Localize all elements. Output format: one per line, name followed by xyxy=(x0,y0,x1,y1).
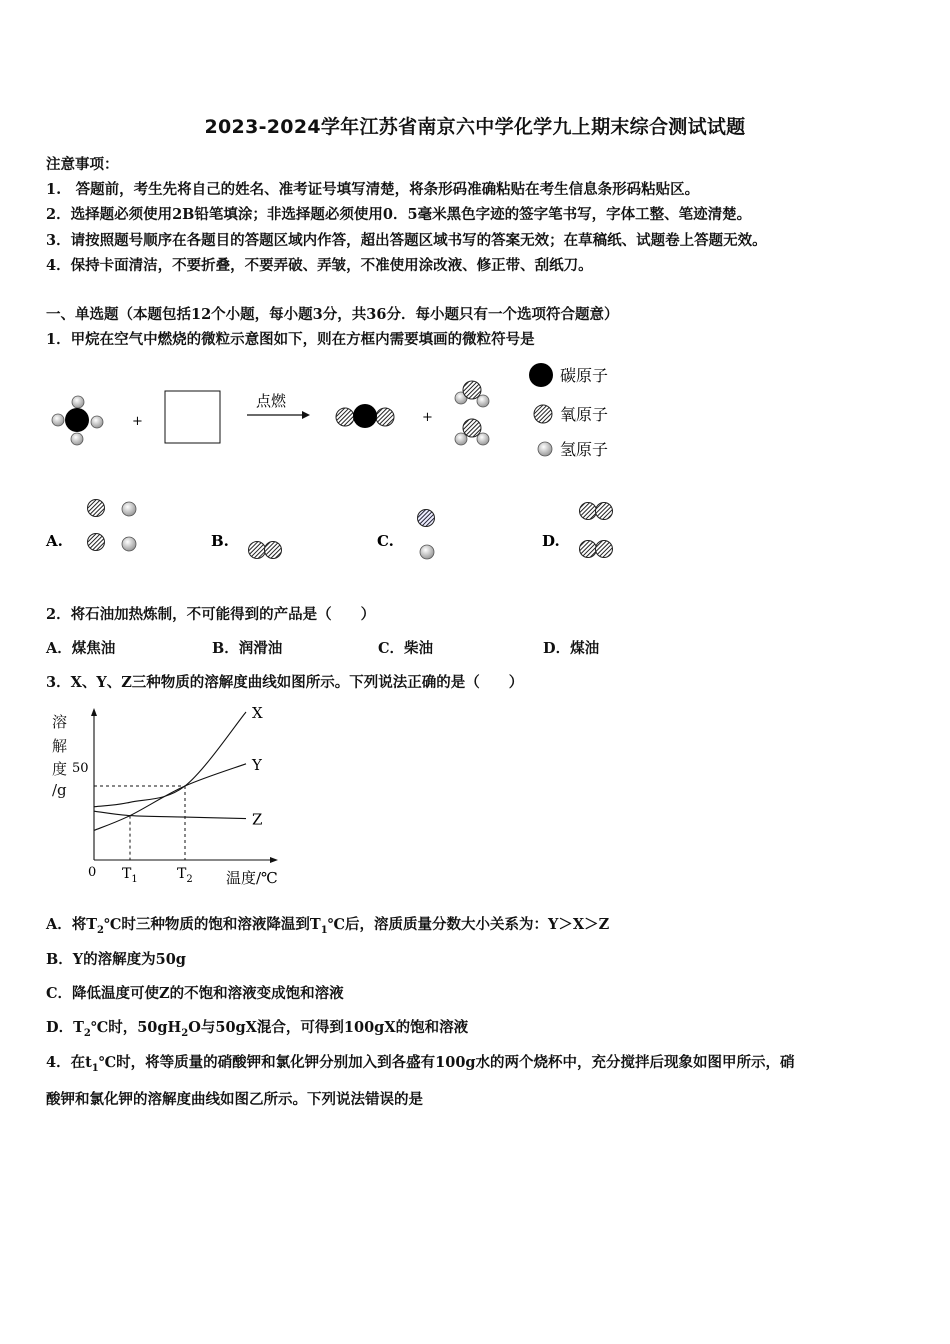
option-d-particles xyxy=(580,503,613,558)
option-b: B．润滑油 xyxy=(212,640,283,657)
option-c: C．降低温度可使Z的不饱和溶液变成饱和溶液 xyxy=(46,985,344,1002)
oxygen-atom-icon xyxy=(534,405,552,423)
reaction-diagram xyxy=(40,360,680,570)
solubility-chart xyxy=(46,700,286,895)
question-1-stem: 1．甲烷在空气中燃烧的微粒示意图如下，则在方框内需要填画的微粒符号是 xyxy=(46,331,535,348)
legend xyxy=(529,363,608,459)
hydrogen-atom-icon xyxy=(538,442,552,456)
option-a: A．煤焦油 xyxy=(46,640,116,657)
option-a: A．将$T_2℃$时三种物质的饱和溶液降温到$T_1℃$后，溶质质量分数大小关系为：Y＞X＞Z xyxy=(46,916,610,936)
y-axis-label-char: /g xyxy=(52,781,67,799)
series-line-Z xyxy=(94,811,246,818)
legend-label: 氢原子 xyxy=(560,440,609,459)
series-label: X xyxy=(252,704,263,722)
section-heading: 一、单选题（本题包括12个小题，每小题3分，共36分．每小题只有一个选项符合题意） xyxy=(46,306,619,323)
methane-molecule xyxy=(52,396,103,445)
option-label: D. xyxy=(542,532,560,550)
plus-sign: + xyxy=(422,410,433,425)
option-label: C. xyxy=(377,532,394,550)
water-molecule xyxy=(455,419,489,445)
legend-label: 氧原子 xyxy=(560,405,609,424)
series-label: Z xyxy=(252,810,263,829)
option-b: B．Y的溶解度为50g xyxy=(46,951,186,968)
notice-item: 1. 答题前，考生先将自己的姓名、准考证号填写清楚，将条形码准确粘贴在考生信息条形码粘贴区。 xyxy=(46,181,700,198)
notice-item: 2．选择题必须使用2B铅笔填涂；非选择题必须使用0．5毫米黑色字迹的签字笔书写，字体工整、笔迹清楚。 xyxy=(46,206,752,223)
option-a-particles xyxy=(88,500,137,552)
question-4-stem-cont: 酸钾和氯化钾的溶解度曲线如图乙所示。下列说法错误的是 xyxy=(46,1091,423,1108)
carbon-dioxide-molecule xyxy=(336,404,394,428)
y-axis-label-char: 解 xyxy=(52,737,68,755)
notice-heading: 注意事项： xyxy=(46,156,119,173)
option-c: C．柴油 xyxy=(378,640,434,657)
question-3-stem: 3．X、Y、Z三种物质的溶解度曲线如图所示。下列说法正确的是（ ） xyxy=(46,674,524,691)
x-tick-label: $T_2$ xyxy=(177,866,193,885)
question-2-stem: 2．将石油加热炼制，不可能得到的产品是（ ） xyxy=(46,606,376,623)
option-d: D．$T_2℃$时，$50gH_2O$与50gX混合，可得到100gX的饱和溶液 xyxy=(46,1019,469,1039)
series-line-Y xyxy=(94,764,246,831)
y-axis-label-char: 度 xyxy=(52,760,68,778)
y-tick-label: 50 xyxy=(72,761,89,776)
notice-item: 3．请按照题号顺序在各题目的答题区域内作答，超出答题区域书写的答案无效；在草稿纸、试题卷上答题无效。 xyxy=(46,232,767,249)
legend-label: 碳原子 xyxy=(560,366,609,385)
notice-item: 4．保持卡面清洁，不要折叠，不要弄破、弄皱，不准使用涂改液、修正带、刮纸刀。 xyxy=(46,257,593,274)
origin-label: 0 xyxy=(88,865,97,880)
option-b-particles xyxy=(249,542,282,559)
plus-sign: + xyxy=(132,414,143,429)
water-molecule xyxy=(455,381,489,407)
page-title: 2023-2024学年江苏省南京六中学化学九上期末综合测试试题 xyxy=(204,116,746,138)
carbon-atom-icon xyxy=(529,363,553,387)
x-tick-label: $T_1$ xyxy=(122,866,138,885)
option-c-particles xyxy=(418,510,435,560)
x-axis-label: 温度/℃ xyxy=(226,869,278,887)
series-label: Y xyxy=(252,755,262,774)
option-label: B. xyxy=(211,532,229,550)
question-4-stem: 4．在$t_1℃$时，将等质量的硝酸钾和氯化钾分别加入到各盛有100g水的两个烧杯中，充分搅拌后现象如图甲所示，硝 xyxy=(46,1054,795,1074)
arrow-label: 点燃 xyxy=(256,392,287,410)
y-axis-label-char: 溶 xyxy=(52,713,68,731)
option-d: D．煤油 xyxy=(543,640,600,657)
option-label: A. xyxy=(46,532,63,550)
answer-box xyxy=(165,391,220,443)
series-line-X xyxy=(94,712,246,807)
